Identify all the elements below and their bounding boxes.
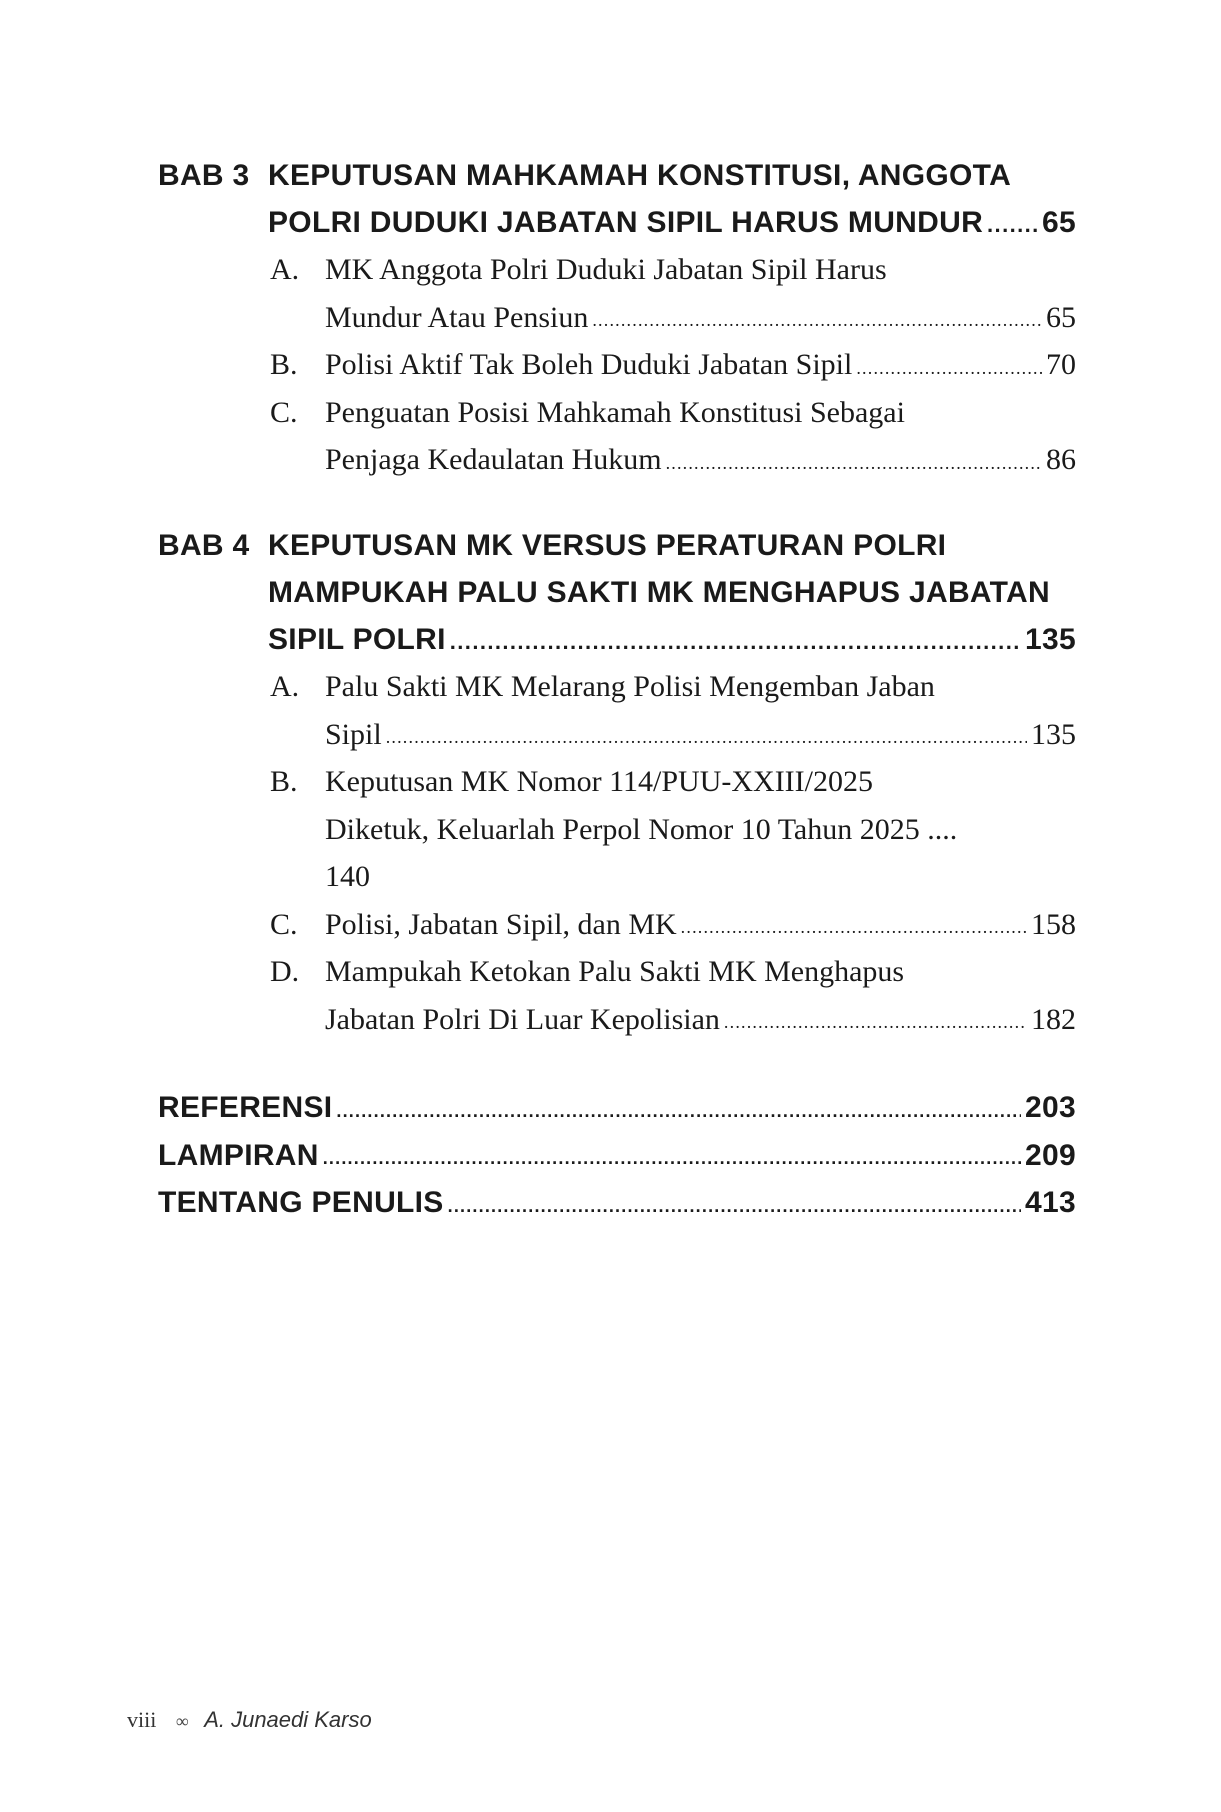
backmatter-entry-lampiran (158, 1132, 1076, 1180)
backmatter-label: REFERENSI (158, 1091, 333, 1124)
section-title-text: Polisi, Jabatan Sipil, dan MK (325, 907, 677, 941)
page-footer (127, 1707, 372, 1733)
section-letter: D. (270, 955, 300, 988)
section-title-text: Polisi Aktif Tak Boleh Duduki Jabatan Sipil (325, 348, 853, 381)
chapter-number: BAB 4 (158, 529, 250, 562)
chapter-title-text: POLRI DUDUKI JABATAN SIPIL HARUS MUNDUR (268, 206, 984, 239)
chapter-title-line (158, 569, 1076, 616)
chapter-bab-3 (158, 152, 1076, 484)
section-entry (158, 758, 1076, 901)
chapter-title-line (158, 199, 1076, 246)
section-entry (158, 901, 1076, 949)
section-title-text: Mampukah Ketokan Palu Sakti MK Menghapus (325, 955, 905, 988)
page-number: 135 (1031, 717, 1076, 751)
dot-leader (666, 436, 1042, 484)
section-entry (158, 246, 1076, 341)
page-number: 70 (1046, 348, 1076, 381)
section-title-text: Sipil (325, 717, 382, 751)
chapter-number: BAB 3 (158, 159, 250, 192)
section-entry (158, 389, 1076, 484)
section-title-text: Mundur Atau Pensiun (325, 300, 589, 334)
section-title-text: Palu Sakti MK Melarang Polisi Mengemban Jaban (325, 670, 935, 703)
section-title-text: Jabatan Polri Di Luar Kepolisian (325, 1002, 720, 1036)
page-number: 209 (1025, 1138, 1076, 1172)
section-entry (158, 948, 1076, 1043)
section-entry (158, 341, 1076, 389)
dot-leader (987, 199, 1038, 246)
chapter-title-line (158, 522, 1076, 569)
dot-leader (450, 616, 1021, 663)
backmatter-label: LAMPIRAN (158, 1138, 319, 1172)
dot-leader (856, 341, 1042, 389)
dot-leader (448, 1179, 1021, 1227)
section-letter: C. (270, 395, 298, 429)
page-number: 65 (1042, 206, 1076, 239)
folio-number: viii (127, 1707, 157, 1732)
backmatter-label: TENTANG PENULIS (158, 1186, 444, 1219)
dot-leader (724, 996, 1027, 1044)
chapter-title-line (158, 616, 1076, 663)
section-title-text: Penguatan Posisi Mahkamah Konstitusi Sebagai (325, 395, 905, 429)
page-number: 203 (1025, 1091, 1076, 1124)
section-entry (158, 663, 1076, 758)
page-number: 86 (1046, 443, 1076, 476)
section-letter: B. (270, 348, 298, 381)
dot-leader (681, 901, 1027, 949)
page-number: 135 (1025, 623, 1076, 656)
ornament-icon: ∞ (175, 1711, 189, 1731)
section-letter: B. (270, 765, 298, 798)
chapter-title-line (158, 152, 1076, 199)
section-title-text: Diketuk, Keluarlah Perpol Nomor 10 Tahun 2025 .... (325, 812, 958, 846)
page-number: 140 (325, 860, 370, 893)
section-title-text: Penjaga Kedaulatan Hukum (325, 443, 662, 476)
page-number: 182 (1031, 1002, 1076, 1036)
dot-leader (336, 1084, 1021, 1132)
chapter-title-text: MAMPUKAH PALU SAKTI MK MENGHAPUS JABATAN (268, 576, 1050, 609)
page-number: 413 (1025, 1186, 1076, 1219)
page-number: 158 (1031, 907, 1076, 941)
dot-leader (323, 1132, 1021, 1180)
dot-leader (386, 711, 1027, 759)
dot-leader (592, 294, 1042, 342)
chapter-title-text: KEPUTUSAN MAHKAMAH KONSTITUSI, ANGGOTA (268, 159, 1012, 192)
section-letter: A. (270, 253, 300, 286)
section-title-text: MK Anggota Polri Duduki Jabatan Sipil Harus (325, 253, 887, 286)
backmatter-entry-referensi (158, 1084, 1076, 1132)
chapter-title-text: SIPIL POLRI (268, 623, 446, 656)
author-name: A. Junaedi Karso (204, 1707, 372, 1732)
section-letter: A. (270, 670, 300, 703)
section-title-text: Keputusan MK Nomor 114/PUU-XXIII/2025 (325, 765, 873, 798)
backmatter-entry-tentang-penulis (158, 1179, 1076, 1227)
chapter-bab-4 (158, 522, 1076, 1043)
section-letter: C. (270, 907, 298, 941)
backmatter-list (158, 1084, 1076, 1227)
page-number: 65 (1046, 300, 1076, 334)
chapter-title-text: KEPUTUSAN MK VERSUS PERATURAN POLRI (268, 529, 947, 562)
